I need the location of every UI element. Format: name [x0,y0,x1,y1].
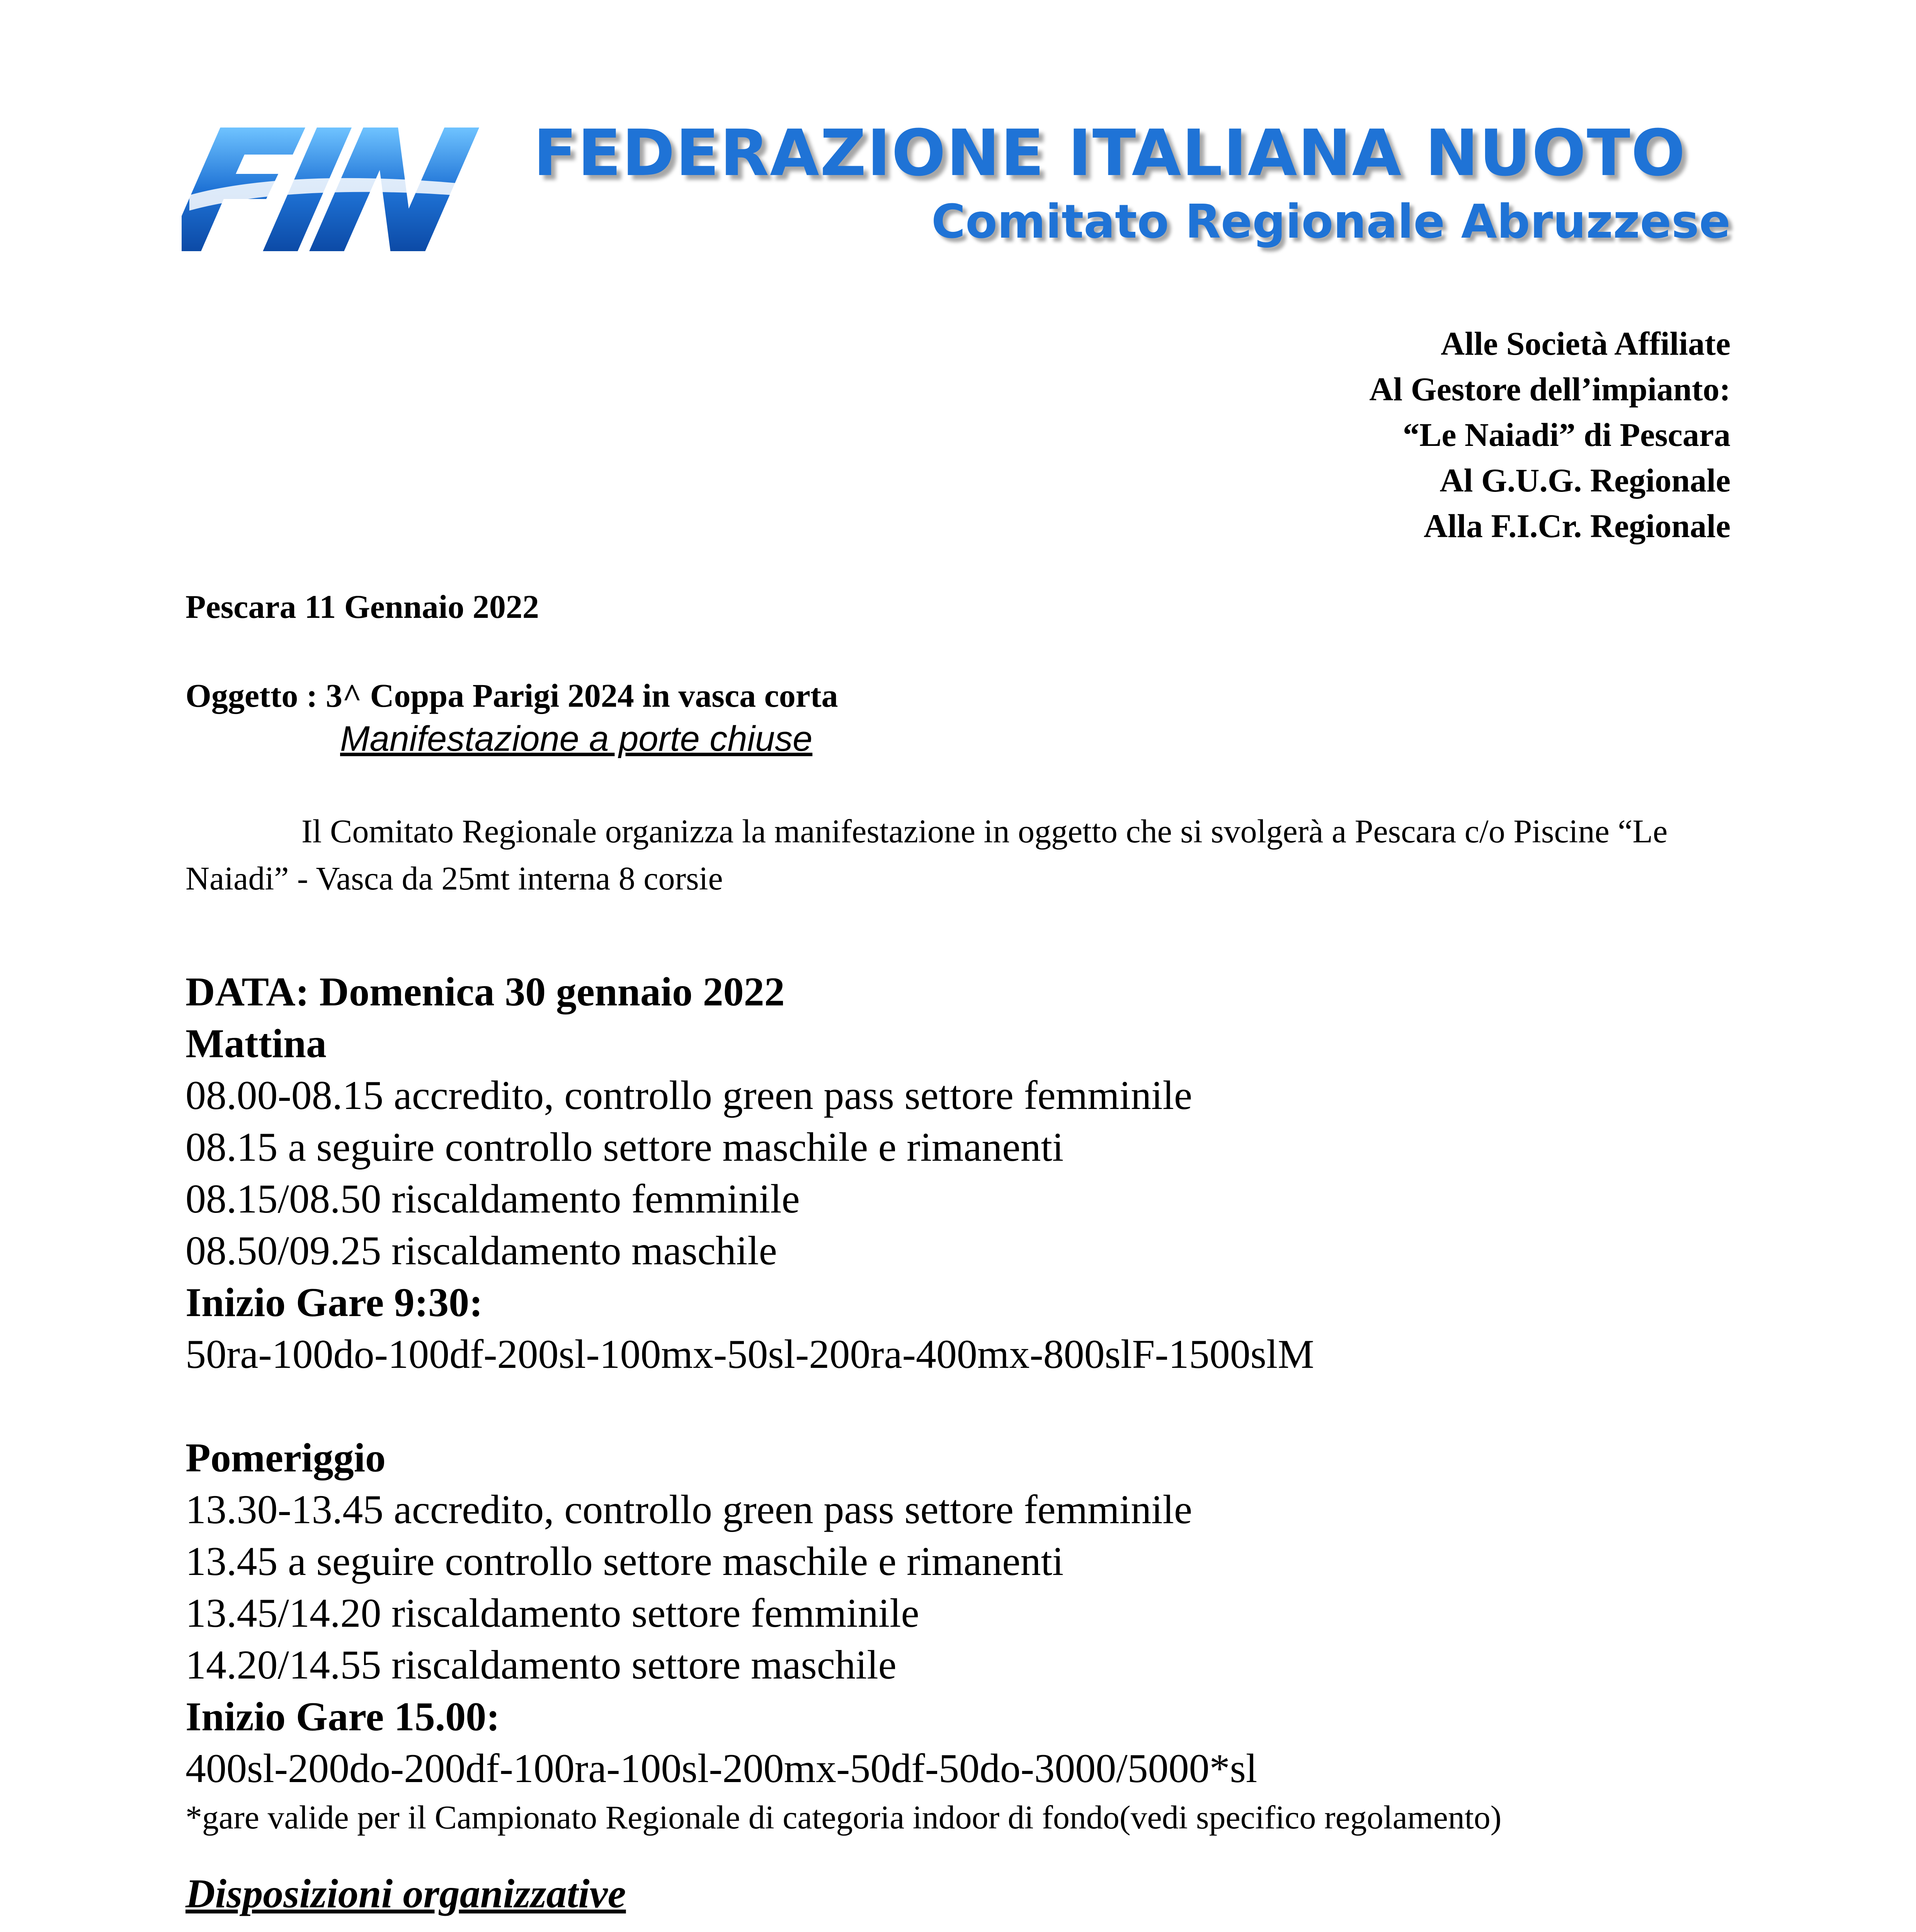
afternoon-start: Inizio Gare 15.00: [185,1694,500,1739]
afternoon-title: Pomeriggio [185,1435,386,1480]
recipient-line: Al Gestore dell’impianto: [1369,371,1731,408]
morning-title: Mattina [185,1021,327,1066]
letter-date: Pescara 11 Gennaio 2022 [185,588,539,625]
event-date: DATA: Domenica 30 gennaio 2022 [185,969,785,1014]
afternoon-events: 400sl-200do-200df-100ra-100sl-200mx-50df-50do-3000/5000*sl [185,1746,1257,1791]
recipient-line: Al G.U.G. Regionale [1440,462,1731,499]
schedule-line: 13.30-13.45 accredito, controllo green pass settore femminile [185,1487,1193,1532]
subject-subline: Manifestazione a porte chiuse [340,719,813,759]
morning-events: 50ra-100do-100df-200sl-100mx-50sl-200ra-400mx-800slF-1500slM [185,1332,1314,1377]
schedule-line: 13.45/14.20 riscaldamento settore femminile [185,1590,919,1636]
federation-name: FEDERAZIONE ITALIANA NUOTO [533,116,1686,190]
committee-name: Comitato Regionale Abruzzese [931,195,1731,249]
recipients-block [1369,321,1731,549]
schedule-line: 08.15/08.50 riscaldamento femminile [185,1176,800,1221]
schedule-block [185,966,1770,1840]
recipient-line: Alle Società Affiliate [1441,325,1731,362]
schedule-line: 08.50/09.25 riscaldamento maschile [185,1228,777,1273]
subject-line: Oggetto : 3^ Coppa Parigi 2024 in vasca corta [185,677,838,714]
spacer [185,1380,1770,1432]
schedule-line: 13.45 a seguire controllo settore maschile e rimanenti [185,1539,1064,1584]
schedule-line: 08.15 a seguire controllo settore maschile e rimanenti [185,1124,1064,1170]
schedule-line: 14.20/14.55 riscaldamento settore maschile [185,1642,897,1687]
intro-paragraph: Il Comitato Regionale organizza la manifestazione in oggetto che si svolgerà a Pescara c/o Piscine “Le Naiadi” - Vasca da 25mt interna 8 corsie [185,813,1668,897]
morning-start: Inizio Gare 9:30: [185,1280,483,1325]
dispositions-title: Disposizioni organizzative [185,1871,626,1916]
recipient-line: “Le Naiadi” di Pescara [1403,416,1731,453]
schedule-line: 08.00-08.15 accredito, controllo green pass settore femminile [185,1073,1193,1118]
recipient-line: Alla F.I.Cr. Regionale [1424,507,1731,544]
afternoon-note: *gare valide per il Campionato Regionale di categoria indoor di fondo(vedi specifico regolamento) [185,1799,1502,1836]
dispositions-paragraph [185,1928,1731,1932]
fin-logo [182,112,510,267]
